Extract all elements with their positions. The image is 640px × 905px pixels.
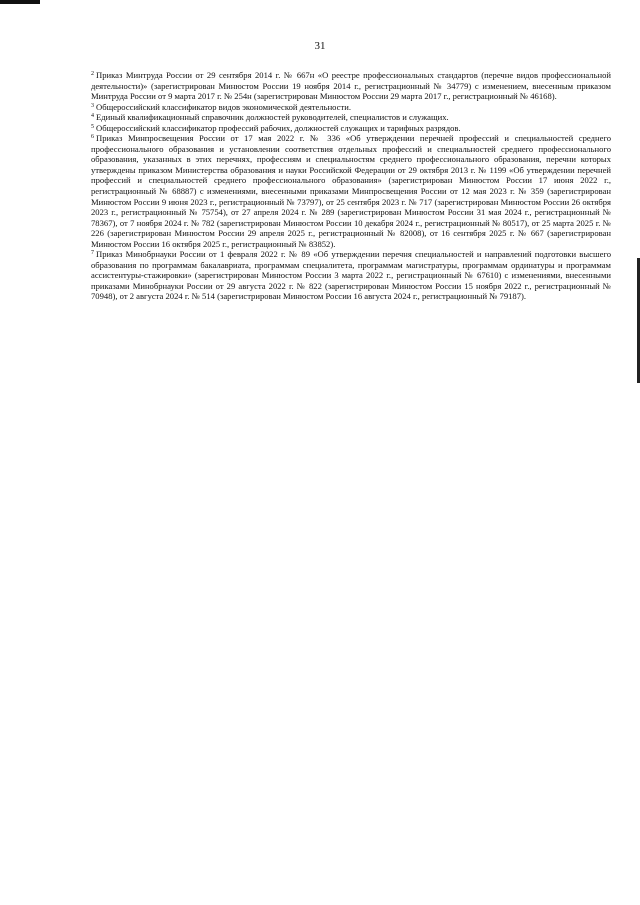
footnote-mark: 3 xyxy=(91,102,94,109)
footnote-5 xyxy=(91,123,611,134)
footnote-4 xyxy=(91,112,611,123)
footnote-mark: 5 xyxy=(91,123,94,130)
footnote-text: Приказ Минпросвещения России от 17 мая 2022 г. № 336 «Об утверждении перечней профессий и специальностей среднего профессионального образования и установлении соответствия отдельных профессий и специальностей среднего профессионального образования, указанных в этих перечнях, профессиям и специальностям среднего профессионального образования, перечни которых утверждены приказом Министерства образования и науки Российской Федерации от 29 октября 2013 г. № 1199 «Об утверждении перечней профессий и специальностей среднего профессионального образования» (зарегистрирован Минюстом России 17 июня 2022 г., регистрационный № 68887) с изменениями, внесенными приказами Минпросвещения России от 12 мая 2023 г. № 359 (зарегистрирован Минюстом России 9 июня 2023 г., регистрационный № 73797), от 25 сентября 2023 г. № 717 (зарегистрирован Минюстом России 26 октября 2023 г., регистрационный № 75754), от 27 апреля 2024 г. № 289 (зарегистрирован Минюстом России 31 мая 2024 г., регистрационный № 78367), от 7 ноября 2024 г. № 782 (зарегистрирован Минюстом России 10 декабря 2024 г., регистрационный № 80517), от 25 марта 2025 г. № 226 (зарегистрирован Минюстом России 29 апреля 2025 г., регистрационный № 82008), от 16 сентября 2025 г. № 667 (зарегистрирован Минюстом России 16 октября 2025 г., регистрационный № 83852). xyxy=(91,133,611,249)
footnote-text: Общероссийский классификатор видов экономической деятельности. xyxy=(96,101,351,112)
footnote-text: Общероссийский классификатор профессий рабочих, должностей служащих и тарифных разрядов. xyxy=(96,122,461,133)
footnote-3 xyxy=(91,102,611,113)
footnote-2 xyxy=(91,70,611,102)
footnotes xyxy=(91,70,611,302)
scan-edge-mark-top xyxy=(0,0,40,4)
footnote-mark: 6 xyxy=(91,134,94,141)
footnote-mark: 2 xyxy=(91,71,94,77)
footnote-7 xyxy=(91,249,611,302)
footnote-mark: 7 xyxy=(91,250,94,257)
page-number: 31 xyxy=(314,40,326,52)
footnote-text: Приказ Минтруда России от 29 сентября 2014 г. № 667н «О реестре профессиональных стандартов (перечне видов профессиональной деятельности)» (зарегистрирован Минюстом России 19 ноября 2014 г., регистрационный № 34779) с изменением, внесенным приказом Минтруда России от 9 марта 2017 г. № 254н (зарегистрирован Минюстом России 29 марта 2017 г., регистрационный № 46168). xyxy=(91,70,611,102)
footnote-6 xyxy=(91,133,611,249)
footnote-mark: 4 xyxy=(91,113,94,120)
footnote-text: Единый квалификационный справочник должностей руководителей, специалистов и служащих. xyxy=(96,112,449,123)
footnote-text: Приказ Минобрнауки России от 1 февраля 2022 г. № 89 «Об утверждении перечня специальностей и направлений подготовки высшего образования по программам бакалавриата, программам специалитета, программам магистратуры, программам ординатуры и программам ассистентуры-стажировки» (зарегистрирован Минюстом России 3 марта 2022 г., регистрационный № 67610) с изменениями, внесенными приказами Минобрнауки России от 29 августа 2022 г. № 822 (зарегистрирован Минюстом России 15 ноября 2022 г., регистрационный № 70948), от 2 августа 2024 г. № 514 (зарегистрирован Минюстом России 16 августа 2024 г., регистрационный № 79187). xyxy=(91,249,611,302)
